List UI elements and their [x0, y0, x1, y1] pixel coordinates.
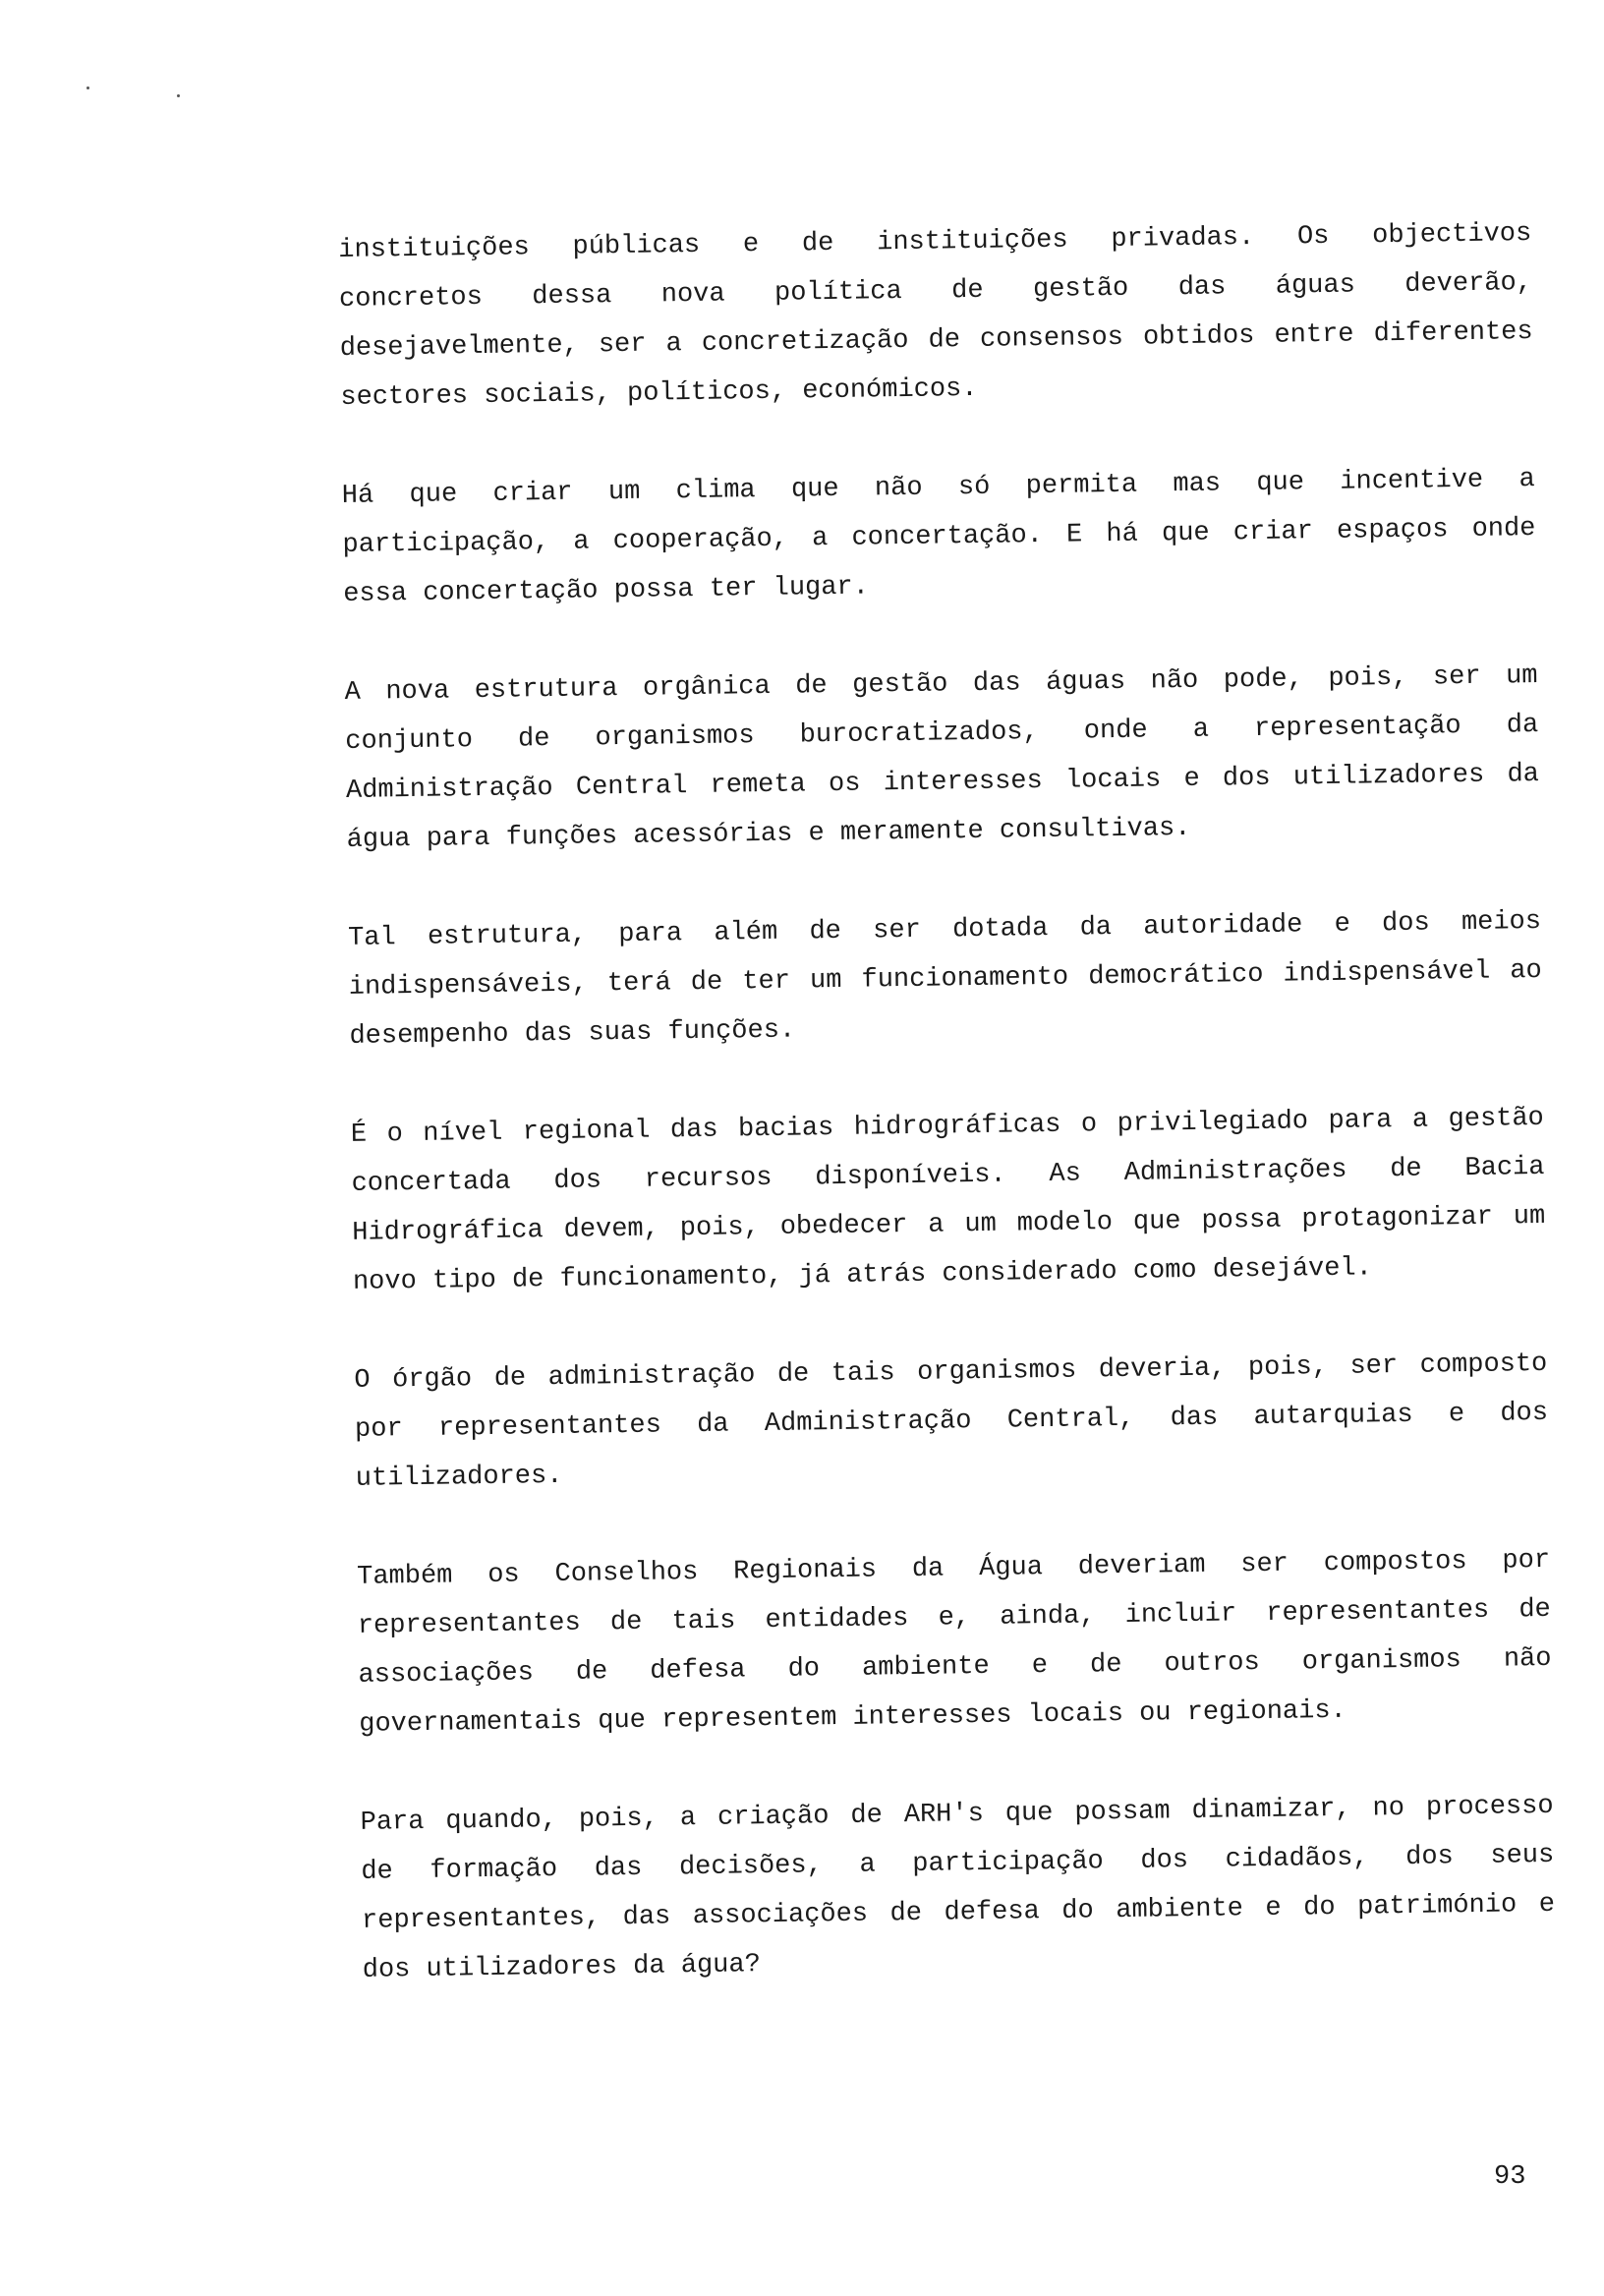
text-line: Hidrográfica devem, pois, obedecer a um modelo que possa protagonizar um — [352, 1201, 1546, 1248]
text-line: Administração Central remeta os interesses locais e dos utilizadores da — [345, 759, 1540, 806]
paragraph — [341, 455, 1536, 619]
text-line: utilizadores. — [355, 1461, 563, 1494]
text-line: desempenho das suas funções. — [349, 1015, 796, 1052]
text-line: essa concertação possa ter lugar. — [343, 572, 870, 609]
text-line: concretos dessa nova política de gestão das águas deverão, — [338, 268, 1533, 315]
text-line: água para funções acessórias e meramente consultivas. — [346, 813, 1191, 855]
text-line: novo tipo de funcionamento, já atrás considerado como desejável. — [352, 1253, 1373, 1297]
text-line: instituições públicas e de instituições privadas. Os objectivos — [338, 219, 1532, 265]
text-line: concertada dos recursos disponíveis. As Administrações de Bacia — [351, 1152, 1545, 1199]
paragraph — [344, 652, 1540, 865]
scan-speck — [177, 94, 180, 97]
text-line: Também os Conselhos Regionais da Água deveriam ser compostos por — [356, 1545, 1551, 1592]
text-line: Tal estrutura, para além de ser dotada da autoridade e dos meios — [347, 906, 1542, 953]
text-line: Há que criar um clima que não só permita mas que incentive a — [341, 465, 1535, 511]
text-line: por representantes da Administração Central, das autarquias e dos — [354, 1398, 1549, 1445]
text-line: associações de defesa do ambiente e de outros organismos não — [358, 1643, 1552, 1691]
paragraph — [354, 1340, 1549, 1504]
text-line: representantes, das associações de defesa do ambiente e do património e — [361, 1889, 1556, 1936]
text-line: participação, a cooperação, a concertação. E há que criar espaços onde — [342, 514, 1536, 560]
text-line: desejavelmente, ser a concretização de consensos obtidos entre diferentes — [339, 317, 1533, 364]
paragraph — [338, 209, 1534, 423]
page-number: 93 — [1494, 2162, 1526, 2192]
text-line: governamentais que representem interesses locais ou regionais. — [359, 1695, 1346, 1740]
text-line: dos utilizadores da água? — [362, 1950, 762, 1985]
text-line: sectores sociais, políticos, económicos. — [340, 373, 978, 413]
text-line: indispensáveis, terá de ter um funcionamento democrático indispensável ao — [348, 955, 1542, 1003]
paragraph — [351, 1094, 1547, 1307]
scan-speck — [86, 86, 89, 89]
text-line: A nova estrutura orgânica de gestão das águas não pode, pois, ser um — [344, 661, 1538, 708]
text-line: O órgão de administração de tais organismos deveria, pois, ser composto — [354, 1349, 1548, 1396]
paragraph — [360, 1782, 1556, 1995]
paragraph — [348, 897, 1543, 1062]
text-line: Para quando, pois, a criação de ARH's que possam dinamizar, no processo — [360, 1791, 1554, 1838]
paragraph — [357, 1536, 1553, 1750]
text-line: de formação das decisões, a participação dos cidadãos, dos seus — [361, 1840, 1555, 1887]
text-line: representantes de tais entidades e, ainda, incluir representantes de — [357, 1594, 1551, 1641]
document-body — [338, 209, 1557, 2044]
text-line: É o nível regional das bacias hidrográficas o privilegiado para a gestão — [350, 1103, 1545, 1150]
text-line: conjunto de organismos burocratizados, onde a representação da — [345, 711, 1539, 757]
